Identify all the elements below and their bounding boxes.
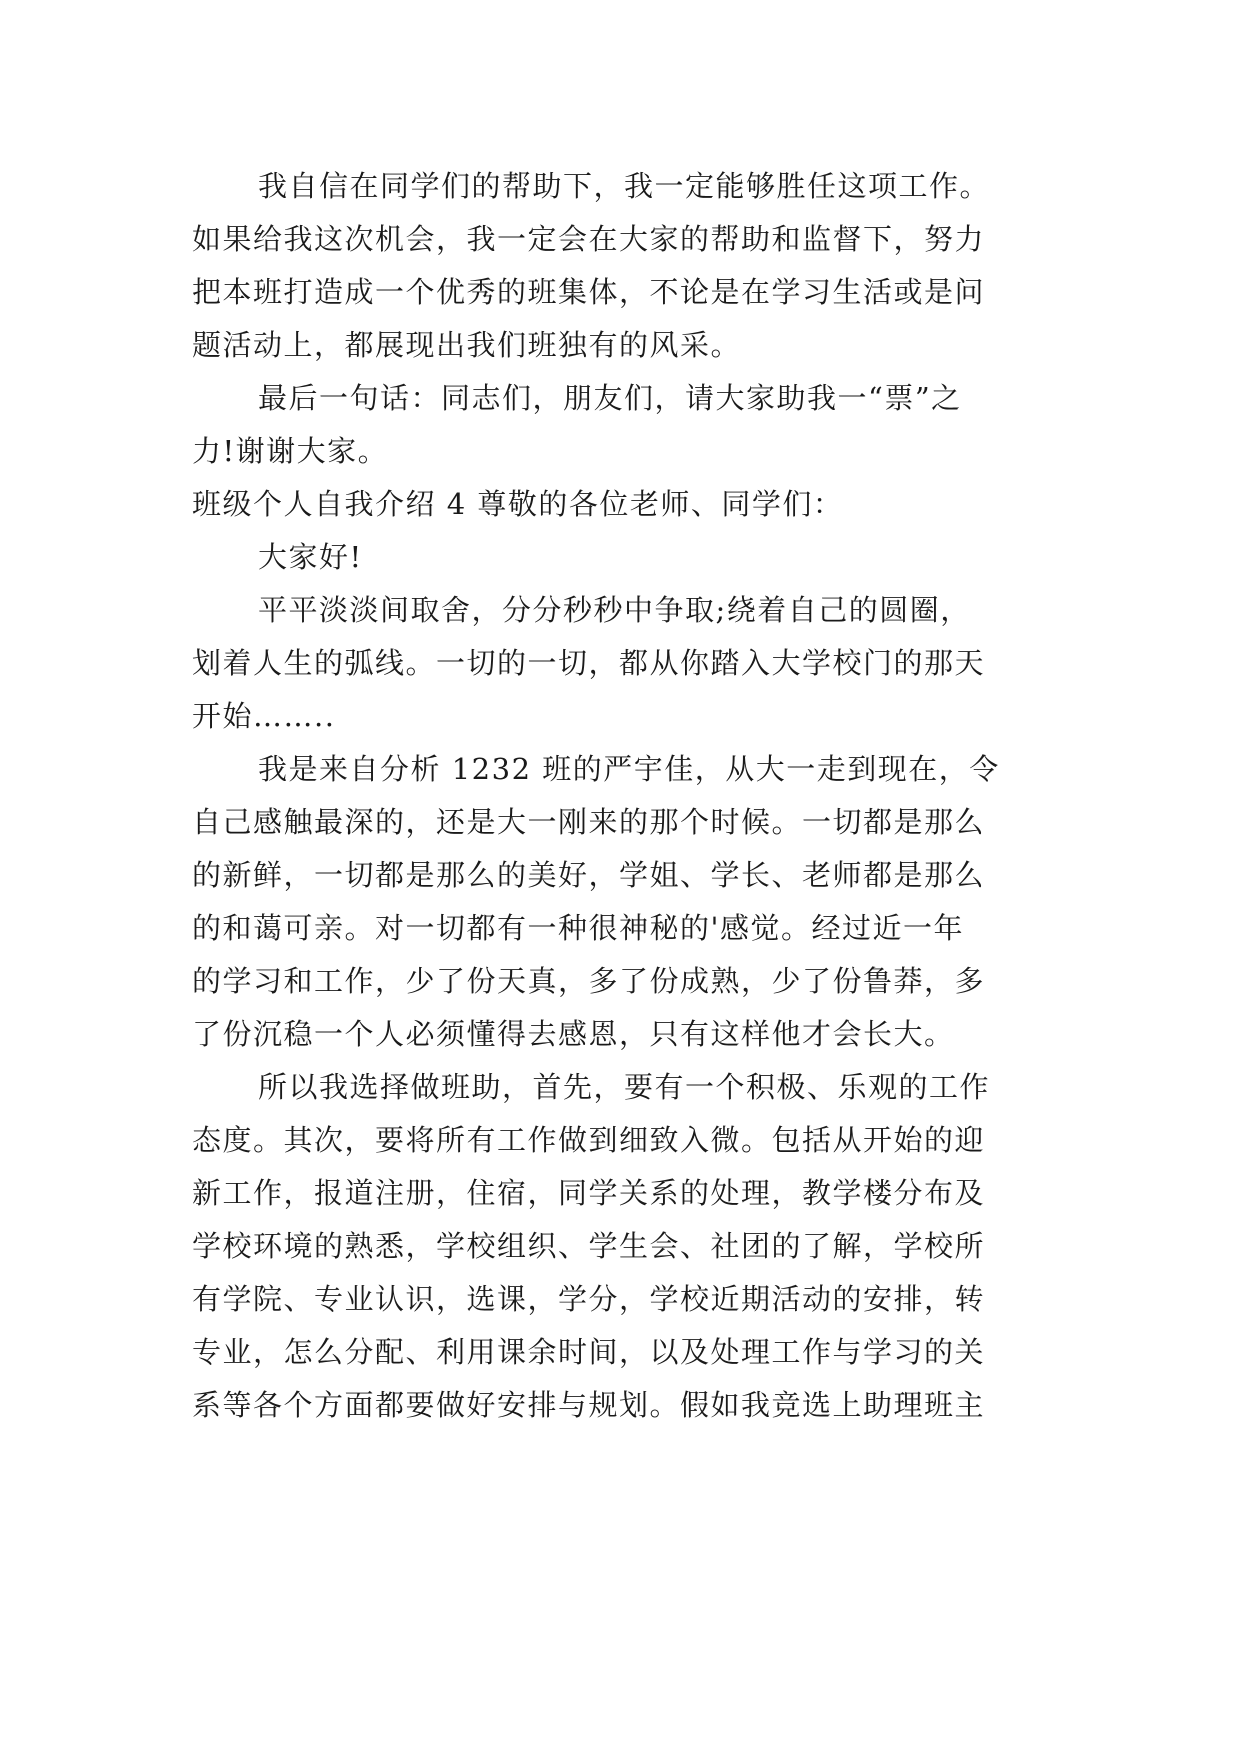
text-line: 有学院、专业认识，选课，学分，学校近期活动的安排，转 xyxy=(192,1282,986,1316)
text-line: 的和蔼可亲。对一切都有一种很神秘的'感觉。经过近一年 xyxy=(192,911,964,945)
text-line: 最后一句话：同志们，朋友们，请大家助我一“票”之 xyxy=(258,381,962,415)
text-line: 的新鲜，一切都是那么的美好，学姐、学长、老师都是那么 xyxy=(192,858,986,892)
text-line: 专业，怎么分配、利用课余时间，以及处理工作与学习的关 xyxy=(192,1335,986,1369)
text-line: 学校环境的熟悉，学校组织、学生会、社团的了解，学校所 xyxy=(192,1229,986,1263)
text-line: 开始…….. xyxy=(192,699,336,733)
text-line: 所以我选择做班助，首先，要有一个积极、乐观的工作 xyxy=(258,1070,991,1104)
section-heading: 班级个人自我介绍 4 尊敬的各位老师、同学们： xyxy=(192,487,844,521)
text-line: 把本班打造成一个优秀的班集体，不论是在学习生活或是问 xyxy=(192,275,986,309)
text-line: 新工作，报道注册，住宿，同学关系的处理，教学楼分布及 xyxy=(192,1176,986,1210)
text-line: 平平淡淡间取舍，分分秒秒中争取;绕着自己的圆圈， xyxy=(258,593,971,627)
text-line: 的学习和工作，少了份天真，多了份成熟，少了份鲁莽，多 xyxy=(192,964,986,998)
text-line: 如果给我这次机会，我一定会在大家的帮助和监督下，努力 xyxy=(192,222,986,256)
text-line: 划着人生的弧线。一切的一切，都从你踏入大学校门的那天 xyxy=(192,646,986,680)
text-line: 我是来自分析 1232 班的严宇佳，从大一走到现在，令 xyxy=(258,752,1000,786)
text-line: 题活动上，都展现出我们班独有的风采。 xyxy=(192,328,742,362)
text-line: 态度。其次，要将所有工作做到细致入微。包括从开始的迎 xyxy=(192,1123,986,1157)
text-line: 力!谢谢大家。 xyxy=(192,434,389,468)
text-line: 大家好! xyxy=(258,540,363,574)
text-line: 系等各个方面都要做好安排与规划。假如我竞选上助理班主 xyxy=(192,1388,986,1422)
text-line: 我自信在同学们的帮助下，我一定能够胜任这项工作。 xyxy=(258,169,991,203)
text-line: 了份沉稳一个人必须懂得去感恩，只有这样他才会长大。 xyxy=(192,1017,955,1051)
text-line: 自己感触最深的，还是大一刚来的那个时候。一切都是那么 xyxy=(192,805,986,839)
